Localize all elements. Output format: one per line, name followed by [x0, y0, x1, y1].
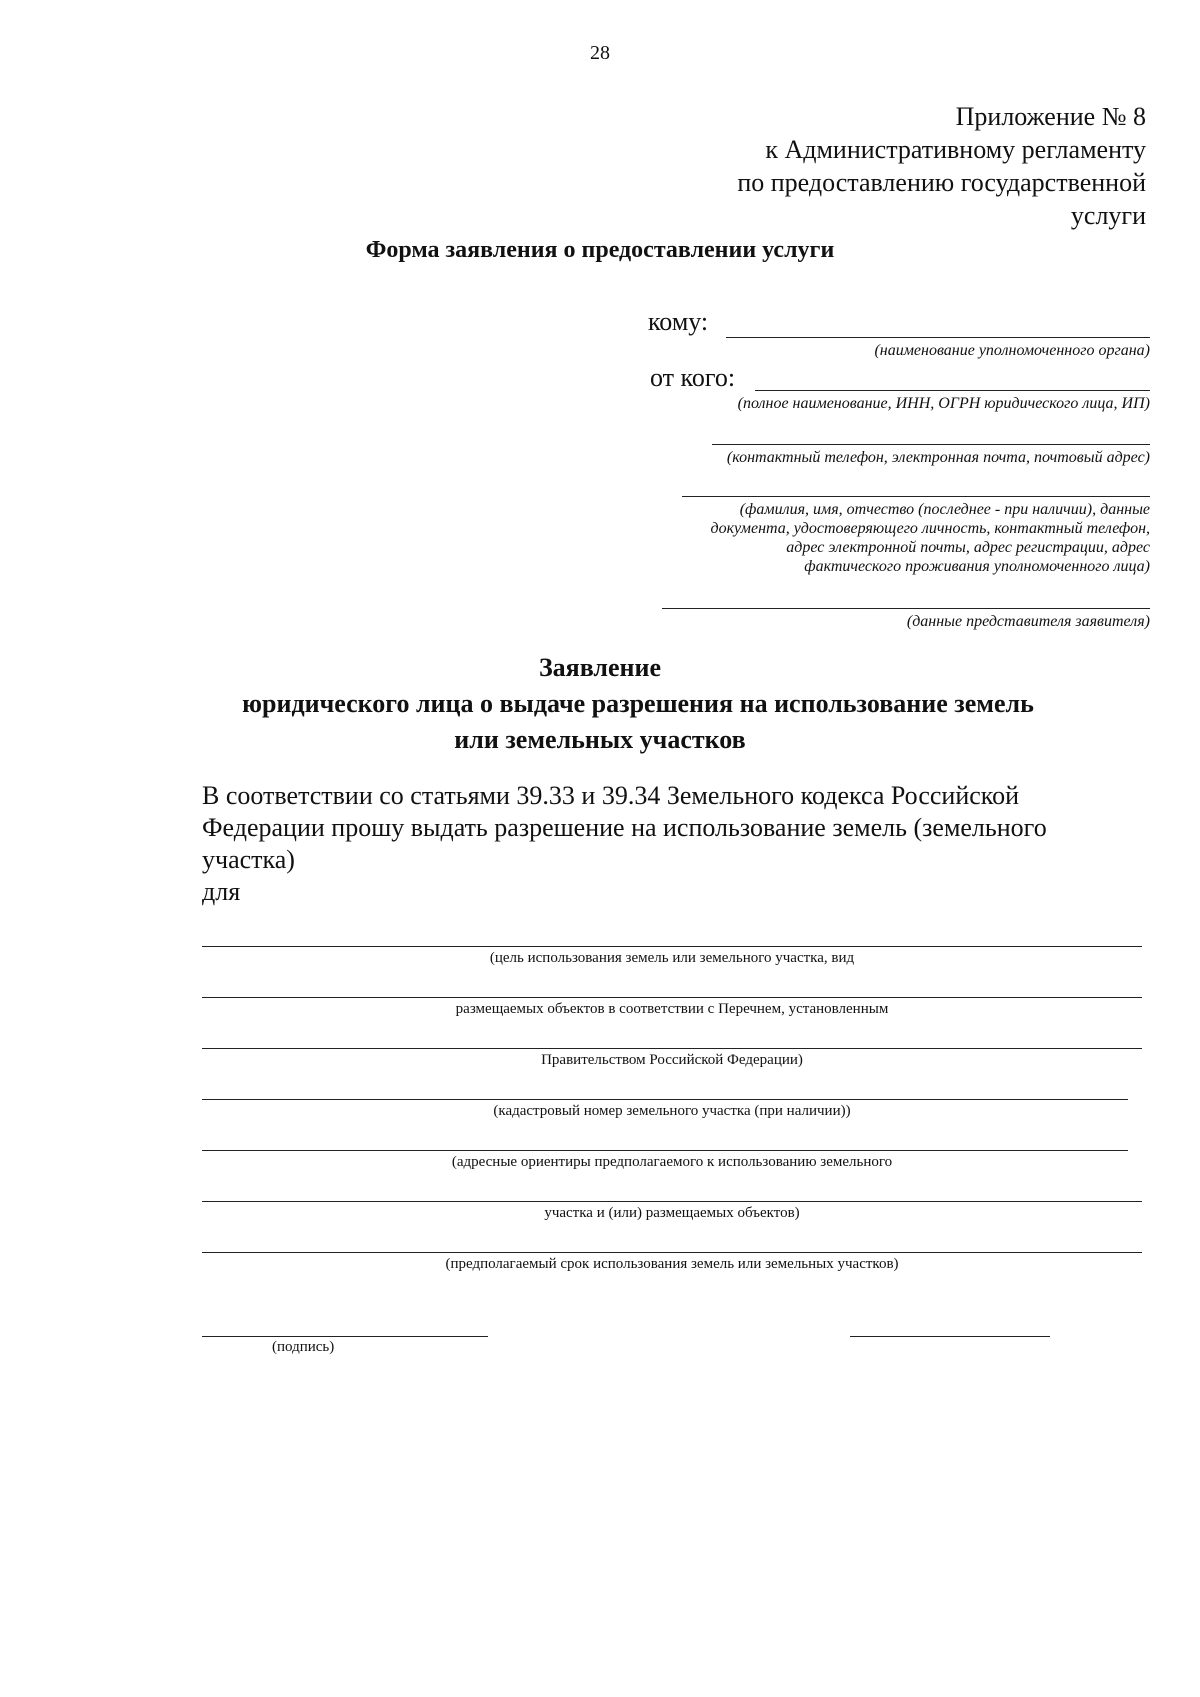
statement-line-1: В соответствии со статьями 39.33 и 39.34 Земельного кодекса Российской — [202, 781, 1020, 810]
objects-address-field[interactable] — [202, 1201, 1142, 1202]
form-title: Форма заявления о предоставлении услуги — [365, 237, 835, 263]
cadastral-number-field[interactable] — [202, 1099, 1128, 1100]
person-caption-line: адрес электронной почты, адрес регистрации, адрес — [786, 539, 1150, 556]
term-field[interactable] — [202, 1252, 1142, 1253]
address-field[interactable] — [202, 1150, 1128, 1151]
from-field[interactable] — [755, 390, 1150, 391]
cadastral-number-caption: (кадастровый номер земельного участка (при наличии)) — [493, 1103, 851, 1119]
contacts-field[interactable] — [712, 444, 1150, 445]
statement-line-2: Федерации прошу выдать разрешение на использование земель (земельного — [202, 813, 1047, 842]
signature-field[interactable] — [202, 1336, 488, 1337]
statement-body — [202, 780, 1162, 908]
objects-field[interactable] — [202, 997, 1142, 998]
objects-caption: размещаемых объектов в соответствии с Перечнем, установленным — [455, 1001, 889, 1017]
government-list-caption: Правительством Российской Федерации) — [541, 1052, 803, 1068]
document-title-line-1: Заявление — [538, 653, 662, 682]
representative-field[interactable] — [662, 608, 1150, 609]
page-number: 28 — [590, 42, 610, 64]
document-title — [0, 650, 1200, 758]
statement-line-3: участка) — [202, 845, 295, 874]
appendix-line-2: к Административному регламенту — [765, 135, 1146, 164]
appendix-line-4: услуги — [1070, 201, 1146, 230]
objects-address-caption: участка и (или) размещаемых объектов) — [544, 1205, 800, 1221]
statement-line-4: для — [202, 877, 241, 906]
person-field[interactable] — [682, 496, 1150, 497]
person-caption-line: фактического проживания уполномоченного лица) — [804, 558, 1150, 575]
document-title-line-3: или земельных участков — [454, 725, 746, 754]
to-label: кому: — [648, 307, 709, 336]
person-caption — [530, 500, 1150, 576]
from-caption: (полное наименование, ИНН, ОГРН юридического лица, ИП) — [737, 395, 1150, 412]
term-caption: (предполагаемый срок использования земель или земельных участков) — [445, 1256, 899, 1272]
from-label: от кого: — [650, 363, 736, 392]
government-list-field[interactable] — [202, 1048, 1142, 1049]
appendix-line-3: по предоставлению государственной — [737, 168, 1146, 197]
appendix-line-1: Приложение № 8 — [955, 102, 1146, 131]
to-field[interactable] — [726, 337, 1150, 338]
address-caption: (адресные ориентиры предполагаемого к использованию земельного — [451, 1154, 893, 1170]
signature-caption: (подпись) — [272, 1339, 335, 1355]
person-caption-line: документа, удостоверяющего личность, контактный телефон, — [710, 520, 1150, 537]
purpose-field[interactable] — [202, 946, 1142, 947]
contacts-caption: (контактный телефон, электронная почта, почтовый адрес) — [726, 449, 1150, 466]
document-title-line-2: юридического лица о выдаче разрешения на использование земель — [242, 689, 1034, 718]
purpose-caption: (цель использования земель или земельного участка, вид — [489, 950, 855, 966]
representative-caption: (данные представителя заявителя) — [906, 613, 1150, 630]
to-caption: (наименование уполномоченного органа) — [874, 342, 1150, 359]
appendix-header — [626, 100, 1146, 232]
name-field[interactable] — [850, 1336, 1050, 1337]
person-caption-line: (фамилия, имя, отчество (последнее - при наличии), данные — [739, 501, 1150, 518]
